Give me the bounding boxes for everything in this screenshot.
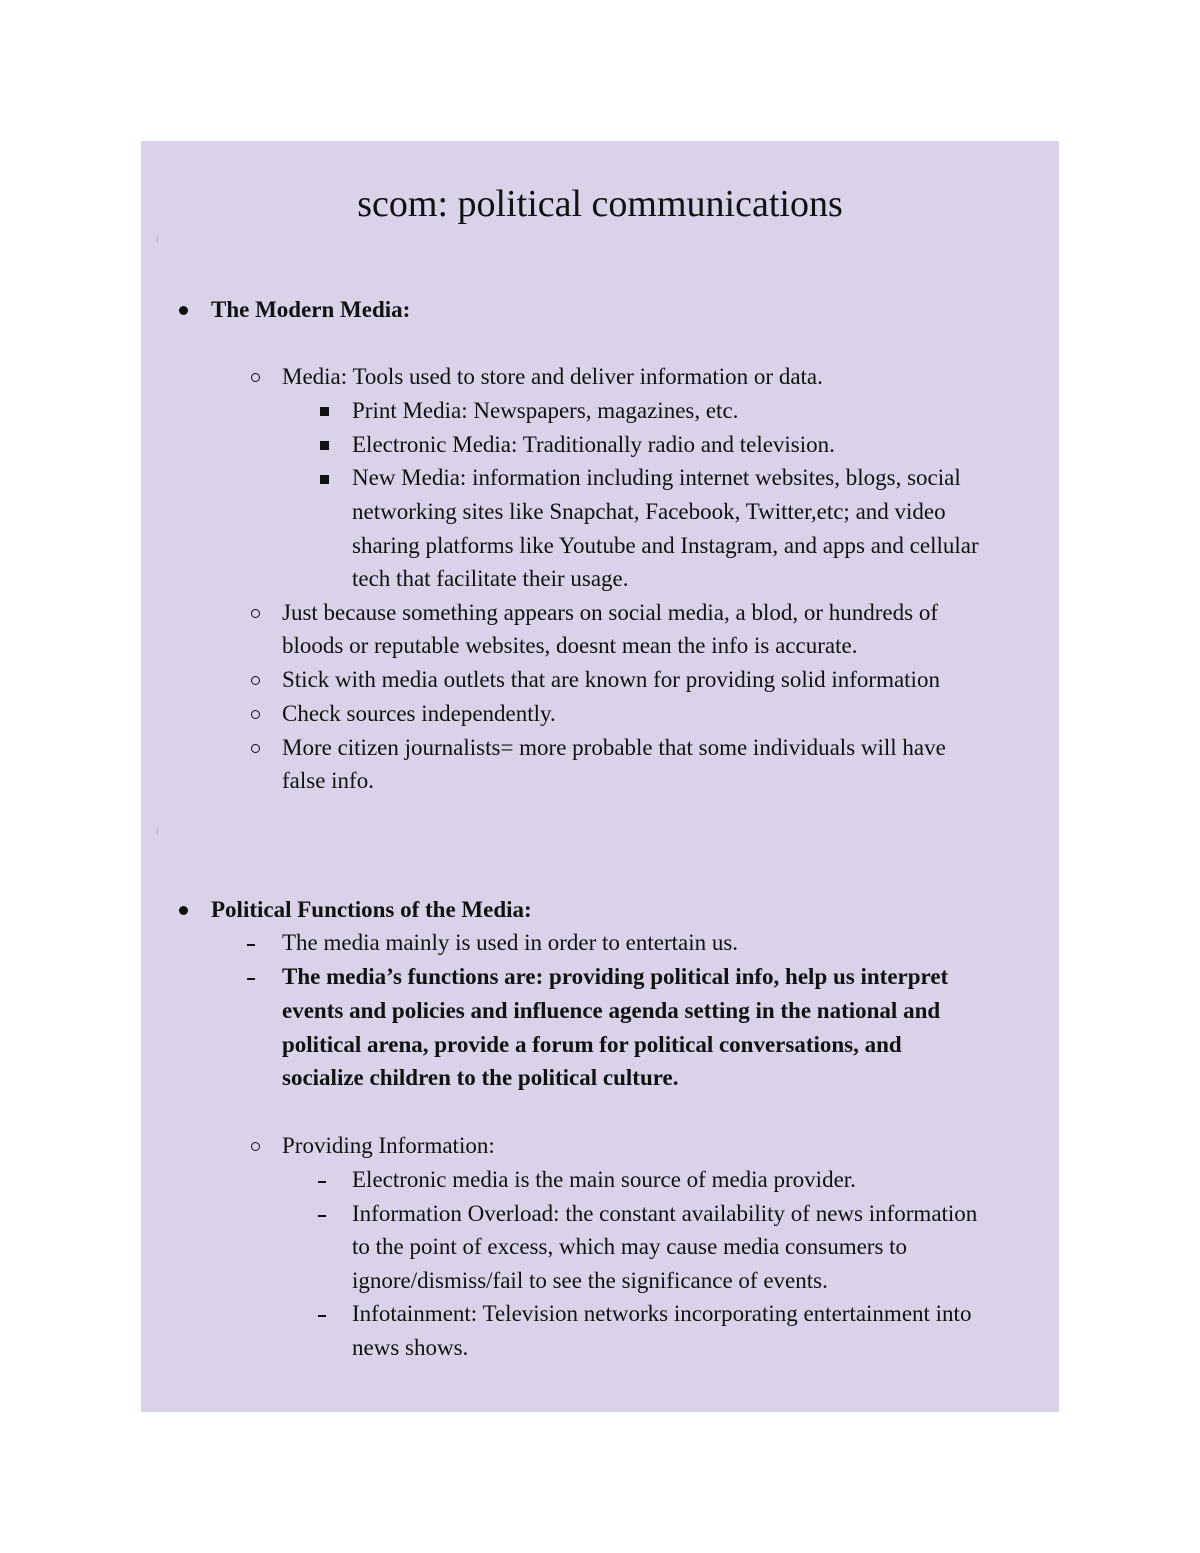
circle-bullet bbox=[251, 676, 260, 685]
list-item: Check sources independently. bbox=[282, 701, 556, 726]
list-item: Providing Information: bbox=[282, 1133, 495, 1158]
list-item-line: sharing platforms like Youtube and Instagram, and apps and cellular bbox=[352, 533, 979, 558]
list-item-line: false info. bbox=[282, 768, 374, 793]
document-title: scom: political communications bbox=[357, 183, 843, 225]
list-item-line: More citizen journalists= more probable that some individuals will have bbox=[282, 735, 946, 760]
list-item-line: bloods or reputable websites, doesnt mean the info is accurate. bbox=[282, 633, 858, 658]
list-item-line: to the point of excess, which may cause media consumers to bbox=[352, 1234, 908, 1259]
section-heading-political-functions: Political Functions of the Media: bbox=[211, 897, 532, 922]
list-item-line: events and policies and influence agenda setting in the national and bbox=[282, 998, 941, 1023]
list-item: Electronic media is the main source of media provider. bbox=[352, 1167, 856, 1192]
list-item-line: political arena, provide a forum for political conversations, and bbox=[282, 1032, 902, 1057]
dash-bullet bbox=[247, 944, 255, 946]
list-item-line: socialize children to the political culture. bbox=[282, 1065, 679, 1090]
list-item: Print Media: Newspapers, magazines, etc. bbox=[352, 398, 739, 423]
list-item: The media mainly is used in order to entertain us. bbox=[282, 930, 739, 955]
circle-bullet bbox=[251, 609, 260, 618]
list-item: Media: Tools used to store and deliver information or data. bbox=[282, 364, 823, 389]
list-item-line: The media’s functions are: providing political info, help us interpret bbox=[282, 964, 949, 989]
disc-bullet bbox=[179, 306, 188, 315]
list-item-line: tech that facilitate their usage. bbox=[352, 566, 629, 591]
list-item-line: New Media: information including internet websites, blogs, social bbox=[352, 465, 961, 490]
margin-mark bbox=[157, 828, 158, 834]
list-item-line: Infotainment: Television networks incorporating entertainment into bbox=[352, 1301, 972, 1326]
list-item: Stick with media outlets that are known for providing solid information bbox=[282, 667, 940, 692]
square-bullet bbox=[320, 475, 329, 484]
dash-bullet bbox=[247, 978, 255, 980]
dash-bullet bbox=[318, 1215, 326, 1217]
square-bullet bbox=[320, 407, 329, 416]
dash-bullet bbox=[318, 1181, 326, 1183]
disc-bullet bbox=[179, 906, 188, 915]
circle-bullet bbox=[251, 744, 260, 753]
circle-bullet bbox=[251, 1142, 260, 1151]
list-item-line: ignore/dismiss/fail to see the significance of events. bbox=[352, 1268, 828, 1293]
list-item-line: Information Overload: the constant availability of news information bbox=[352, 1201, 978, 1226]
section-heading-modern-media: The Modern Media: bbox=[211, 297, 411, 322]
margin-mark bbox=[157, 236, 158, 242]
square-bullet bbox=[320, 441, 329, 450]
dash-bullet bbox=[318, 1315, 326, 1317]
list-item-line: news shows. bbox=[352, 1335, 469, 1360]
circle-bullet bbox=[251, 710, 260, 719]
circle-bullet bbox=[251, 373, 260, 382]
list-item-line: Just because something appears on social media, a blod, or hundreds of bbox=[282, 600, 938, 625]
list-item: Electronic Media: Traditionally radio and television. bbox=[352, 432, 835, 457]
list-item-line: networking sites like Snapchat, Facebook, Twitter,etc; and video bbox=[352, 499, 946, 524]
